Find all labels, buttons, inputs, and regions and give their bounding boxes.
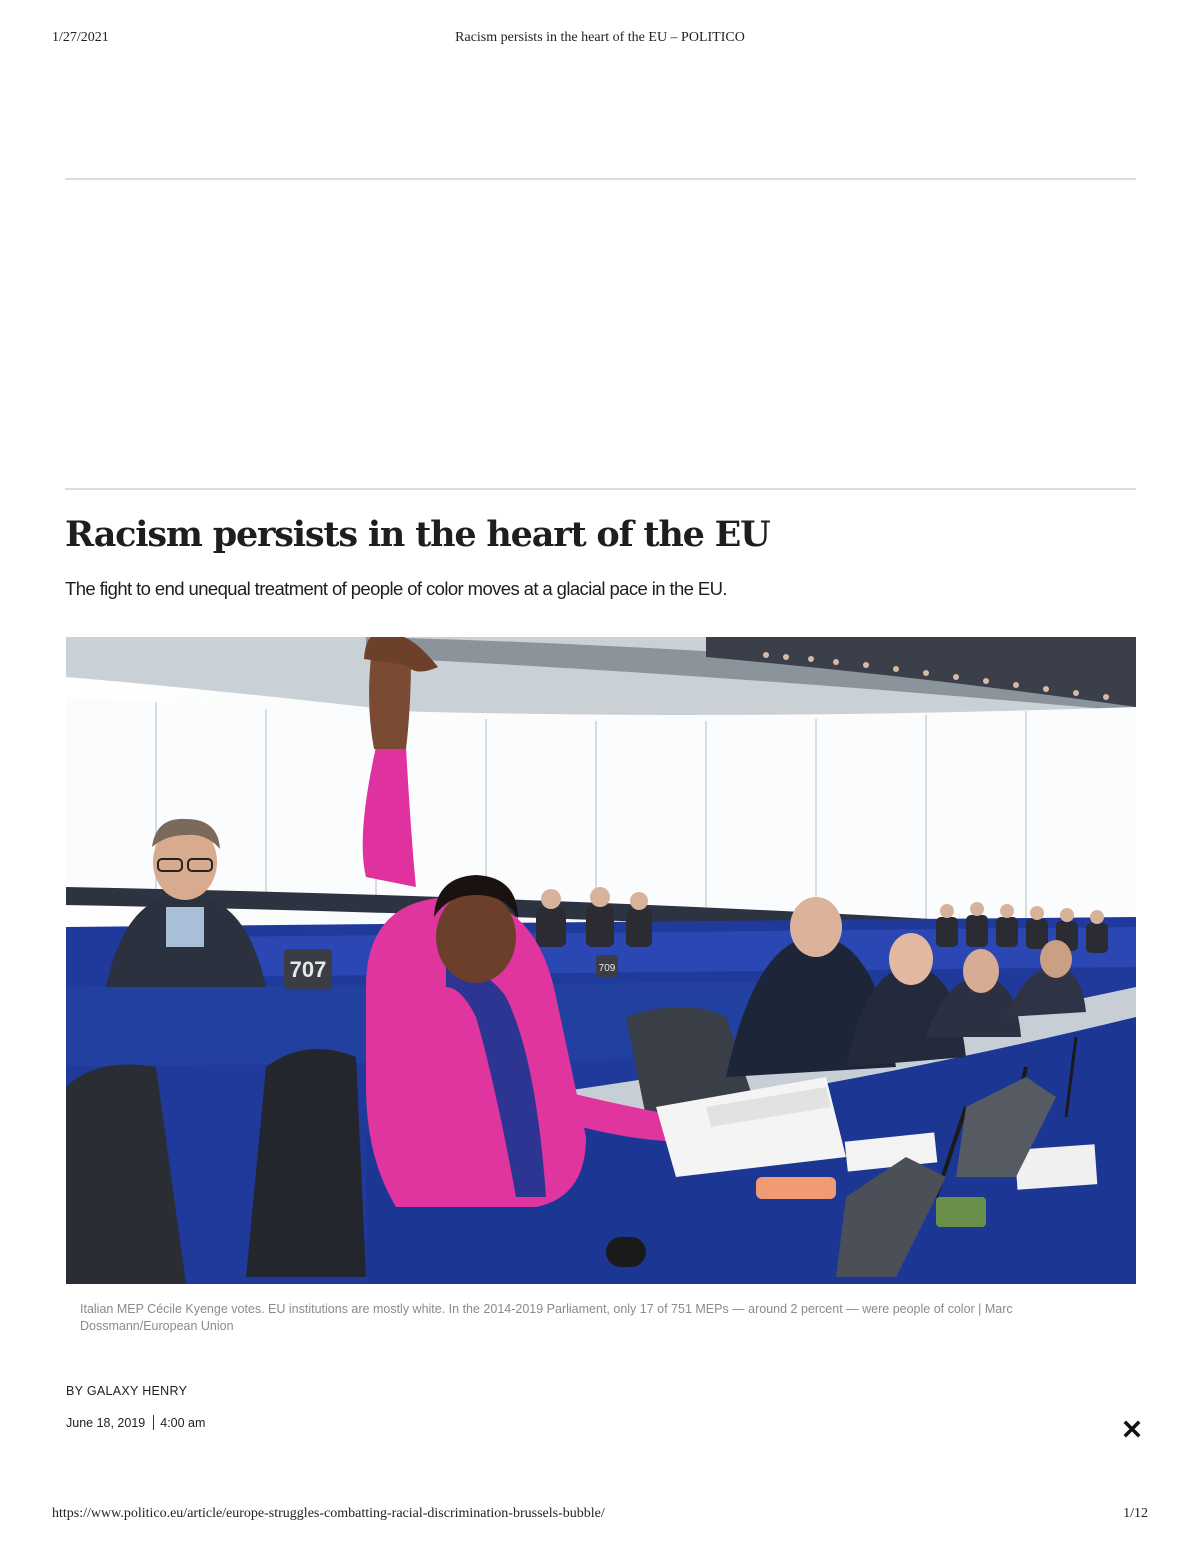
date-separator bbox=[153, 1415, 154, 1430]
hero-photo-illustration bbox=[66, 637, 1136, 1284]
print-date: 1/27/2021 bbox=[52, 30, 109, 45]
desk-number-707: 707 bbox=[289, 957, 327, 982]
print-header bbox=[52, 30, 1148, 50]
article-dek: The fight to end unequal treatment of people of color moves at a glacial pace in the EU. bbox=[65, 578, 727, 599]
divider-top bbox=[65, 178, 1136, 180]
publish-time: 4:00 am bbox=[160, 1416, 206, 1430]
photo-caption: Italian MEP Cécile Kyenge votes. EU institutions are mostly white. In the 2014-2019 Parliament, only 17 of 751 MEPs — around 2 percent — were people of color | Marc Dossmann/European Union bbox=[80, 1302, 1013, 1333]
close-button[interactable] bbox=[1122, 1419, 1142, 1439]
divider-above-headline bbox=[65, 488, 1136, 490]
close-icon bbox=[1122, 1419, 1142, 1439]
ad-slot bbox=[65, 181, 1136, 487]
article-headline: Racism persists in the heart of the EU bbox=[65, 514, 770, 555]
print-url: https://www.politico.eu/article/europe-struggles-combatting-racial-discrimination-brussels-bubble/ bbox=[52, 1506, 605, 1521]
print-page-title: Racism persists in the heart of the EU – POLITICO bbox=[455, 30, 745, 45]
page-number: 1/12 bbox=[1123, 1506, 1148, 1521]
publish-date: June 18, 2019 bbox=[66, 1416, 146, 1430]
dateline bbox=[66, 1415, 205, 1430]
print-footer bbox=[52, 1506, 1148, 1526]
hero-photo bbox=[66, 637, 1136, 1284]
byline: BY GALAXY HENRY bbox=[66, 1384, 188, 1398]
desk-number-709: 709 bbox=[598, 963, 616, 974]
